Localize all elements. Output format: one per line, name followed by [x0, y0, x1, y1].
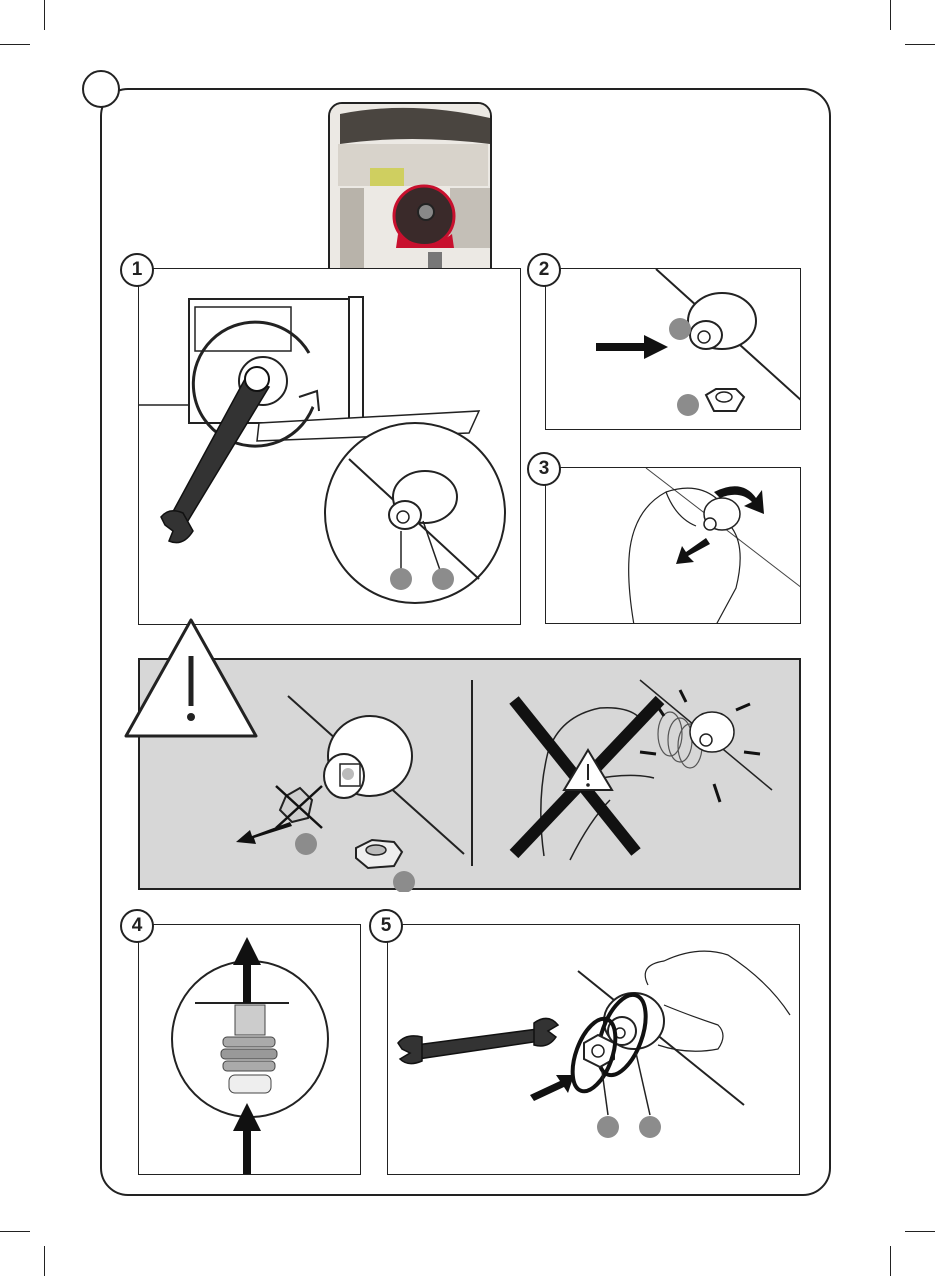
- flange-nut-icon: [690, 712, 734, 752]
- crop-mark: [905, 44, 935, 45]
- pull-arrow-icon: [676, 538, 710, 564]
- callout-dot-icon: [393, 871, 415, 892]
- crop-mark: [905, 1231, 935, 1232]
- hex-nut-icon: [706, 389, 744, 411]
- push-arrow-icon: [530, 1075, 574, 1101]
- step-4-badge: 4: [120, 909, 154, 943]
- step-1-badge: 1: [120, 253, 154, 287]
- step-2-badge: 2: [527, 253, 561, 287]
- callout-dot-icon: [677, 394, 699, 416]
- flange-nut-icon: [688, 293, 756, 349]
- step-4-panel: [138, 924, 361, 1175]
- flange-nut-icon: [604, 993, 664, 1049]
- step-3-badge: 3: [527, 452, 561, 486]
- crop-mark: [44, 0, 45, 30]
- hand-icon: [645, 951, 790, 1051]
- flange-nut-icon: [324, 716, 412, 798]
- step-5-panel: [387, 924, 800, 1175]
- crop-mark: [890, 0, 891, 30]
- flange-nut-icon: [704, 498, 740, 530]
- crop-mark: [0, 44, 30, 45]
- warning-triangle-icon: [122, 616, 260, 740]
- callout-dot-icon: [597, 1116, 619, 1138]
- crop-mark: [44, 1246, 45, 1276]
- callout-dot-icon: [639, 1116, 661, 1138]
- step-2-panel: [545, 268, 801, 430]
- page-corner-marker: [82, 70, 120, 108]
- step-5-badge: 5: [369, 909, 403, 943]
- pull-arrow-icon: [236, 822, 292, 844]
- crop-mark: [890, 1246, 891, 1276]
- hex-nut-icon: [356, 840, 402, 868]
- step-3-panel: [545, 467, 801, 624]
- push-arrow-icon: [596, 335, 668, 359]
- callout-dot-icon: [295, 833, 317, 855]
- callout-dot-icon: [390, 568, 412, 590]
- callout-dot-icon: [669, 318, 691, 340]
- crop-mark: [0, 1231, 30, 1232]
- wrench-icon: [398, 1018, 558, 1063]
- callout-dot-icon: [432, 568, 454, 590]
- drill-press-photo: [328, 102, 492, 284]
- hex-nut-icon: [276, 786, 322, 828]
- step-1-panel: [138, 268, 521, 625]
